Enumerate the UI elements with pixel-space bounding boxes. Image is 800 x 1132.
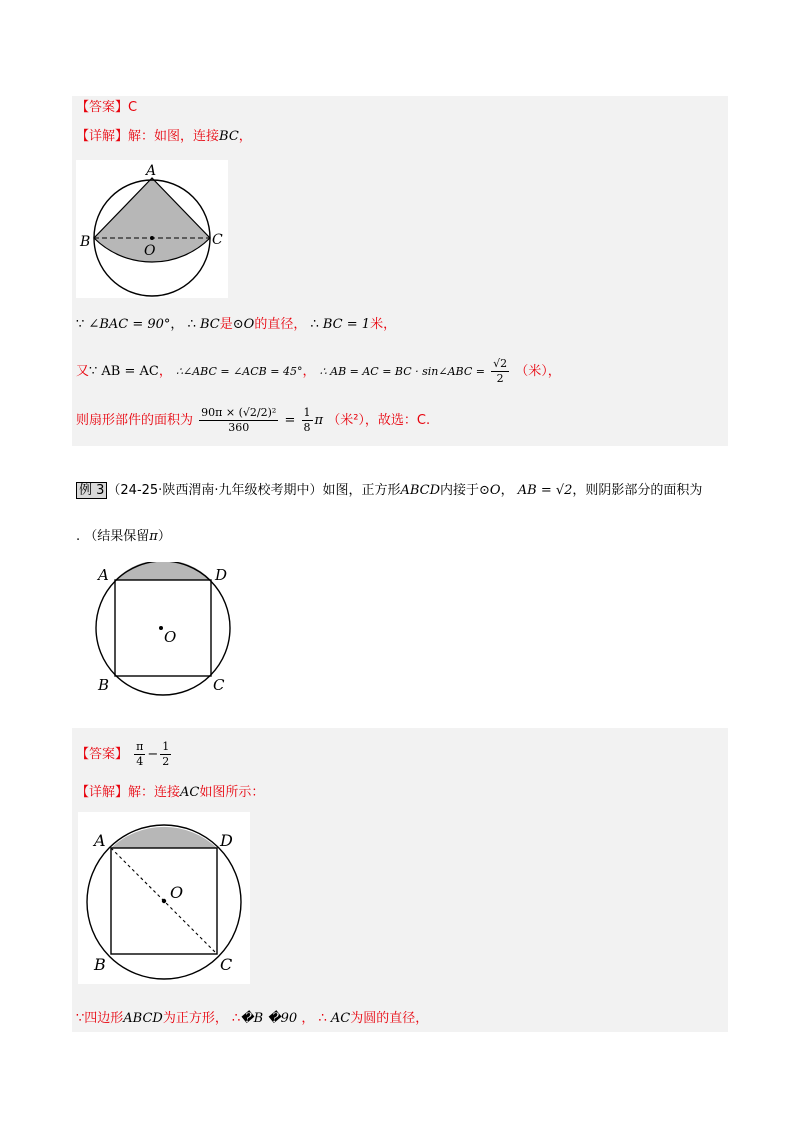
area-unit: （米²），故选：C. <box>327 413 431 428</box>
comma: ， <box>302 364 316 379</box>
circle-o: ⊙O <box>479 483 501 498</box>
fraction-den: 2 <box>162 755 170 768</box>
detail-intro: 解：连接 <box>128 785 181 800</box>
label-a: A <box>146 163 157 179</box>
close-paren: ） <box>157 529 171 544</box>
result-fraction <box>302 406 313 435</box>
word-quadrilateral: 四边形 <box>84 1011 124 1026</box>
shaded-segment <box>115 562 211 580</box>
comma: ， <box>158 364 172 379</box>
because-symbol: ∵ <box>76 317 85 332</box>
unit-meter: 米， <box>370 317 397 332</box>
label-b: B <box>98 676 110 694</box>
answer-tag: 【答案】 <box>76 747 129 762</box>
label-a: A <box>98 566 109 584</box>
word-is: 是 <box>219 317 233 332</box>
square-abcd: ABCD <box>400 483 441 498</box>
segment-ac: AC <box>180 785 200 800</box>
bc-equals: BC = 1 <box>322 317 371 332</box>
pi-symbol: π <box>149 529 158 544</box>
area-line <box>76 406 430 435</box>
example3-line1 <box>76 482 702 500</box>
label-o: O <box>164 628 177 646</box>
equals: = <box>284 413 296 428</box>
answer-value: C <box>128 100 138 115</box>
therefore-symbol: ∴ <box>310 317 319 332</box>
answer-line-1 <box>76 99 137 117</box>
center-dot <box>150 236 154 240</box>
minus-sign: − <box>147 747 159 762</box>
therefore-symbol: ∴ <box>232 1011 241 1026</box>
label-o: O <box>170 883 184 902</box>
example-source: （24-25·陕西渭南·九年级校考期中）如图，正方形 <box>107 483 401 498</box>
area-fraction <box>199 406 278 435</box>
fraction-den: 2 <box>496 372 504 385</box>
angle-b-garbled: �B �90 <box>240 1011 298 1026</box>
area-prefix: 则扇形部件的面积为 <box>76 413 194 428</box>
label-d: D <box>215 566 228 584</box>
fraction-num: 1 <box>162 740 170 753</box>
segment-bc: BC <box>219 129 239 144</box>
detail-tag: 【详解】 <box>76 129 129 144</box>
word-also: 又 <box>76 364 90 379</box>
comma: ， <box>238 129 252 144</box>
question-text: ，则阴影部分的面积为 <box>572 483 703 498</box>
square-abcd: ABCD <box>123 1011 163 1026</box>
figure-sector <box>76 160 228 298</box>
area-den: 360 <box>228 421 250 434</box>
ab-value: AB = √2 <box>517 483 573 498</box>
also-line <box>76 357 561 386</box>
label-c: C <box>212 232 223 248</box>
area-num: 90π × (√2/2)² <box>201 406 277 419</box>
keep-pi-text: （结果保留 <box>84 529 150 544</box>
outer-circle <box>96 562 230 695</box>
unit-meter: （米）， <box>515 364 561 379</box>
result-num: 1 <box>303 406 311 419</box>
circle-o: ⊙O <box>232 317 255 332</box>
word-is-square: 为正方形， <box>162 1011 228 1026</box>
fraction-num: π <box>136 740 144 753</box>
comma: ， <box>170 317 184 332</box>
blank-dot: . <box>76 529 81 544</box>
answer-line-2 <box>76 740 173 769</box>
figure-square-diagonal <box>78 812 250 984</box>
fraction-pi-over-4 <box>134 740 145 769</box>
fraction-1-over-2 <box>160 740 171 769</box>
comma: ， <box>500 483 514 498</box>
last-line <box>76 1010 428 1028</box>
word-diameter: 为圆的直径， <box>350 1011 429 1026</box>
because-symbol: ∵ <box>76 1011 85 1026</box>
label-c: C <box>213 676 225 694</box>
square-diagram <box>92 562 242 704</box>
sector-diagram <box>76 160 228 298</box>
fraction-sqrt2-over-2 <box>491 357 509 386</box>
comma: ， <box>301 1011 315 1026</box>
ab-relation: ∴ AB = AC = BC · sin∠ABC = <box>319 365 485 378</box>
label-b: B <box>80 234 91 250</box>
label-c: C <box>220 955 233 974</box>
detail-rest: 如图所示： <box>199 785 265 800</box>
therefore-symbol: ∴ <box>187 317 196 332</box>
example-badge: 例 3 <box>76 482 107 499</box>
center-dot <box>159 626 163 630</box>
word-inscribed: 内接于 <box>440 483 480 498</box>
shaded-segment <box>111 827 217 848</box>
figure-square-in-circle <box>92 562 242 704</box>
label-b: B <box>94 955 106 974</box>
angles-equal: ∴∠ABC = ∠ACB = 45° <box>176 365 303 378</box>
therefore-symbol: ∴ <box>318 1011 327 1026</box>
diagonal-diagram <box>78 812 250 984</box>
fraction-num: √2 <box>493 357 508 370</box>
answer-tag: 【答案】 <box>76 100 129 115</box>
label-a: A <box>94 831 106 850</box>
detail-intro: 解：如图，连接 <box>128 129 220 144</box>
label-d: D <box>220 831 233 850</box>
result-den: 8 <box>303 421 311 434</box>
fraction-den: 4 <box>136 755 144 768</box>
example3-line2 <box>76 528 171 546</box>
pi-symbol: π <box>314 413 324 428</box>
detail-line-1 <box>76 128 252 146</box>
detail-line-2 <box>76 784 264 802</box>
label-o: O <box>144 243 156 259</box>
angle-bac: ∠BAC = 90° <box>88 317 171 332</box>
segment-bc: BC <box>199 317 220 332</box>
word-diameter: 的直径， <box>254 317 307 332</box>
because-line <box>76 316 396 334</box>
ab-equals-ac: ∵ AB = AC <box>89 364 159 379</box>
segment-ac: AC <box>330 1011 351 1026</box>
detail-tag: 【详解】 <box>76 785 129 800</box>
center-dot <box>162 899 166 903</box>
